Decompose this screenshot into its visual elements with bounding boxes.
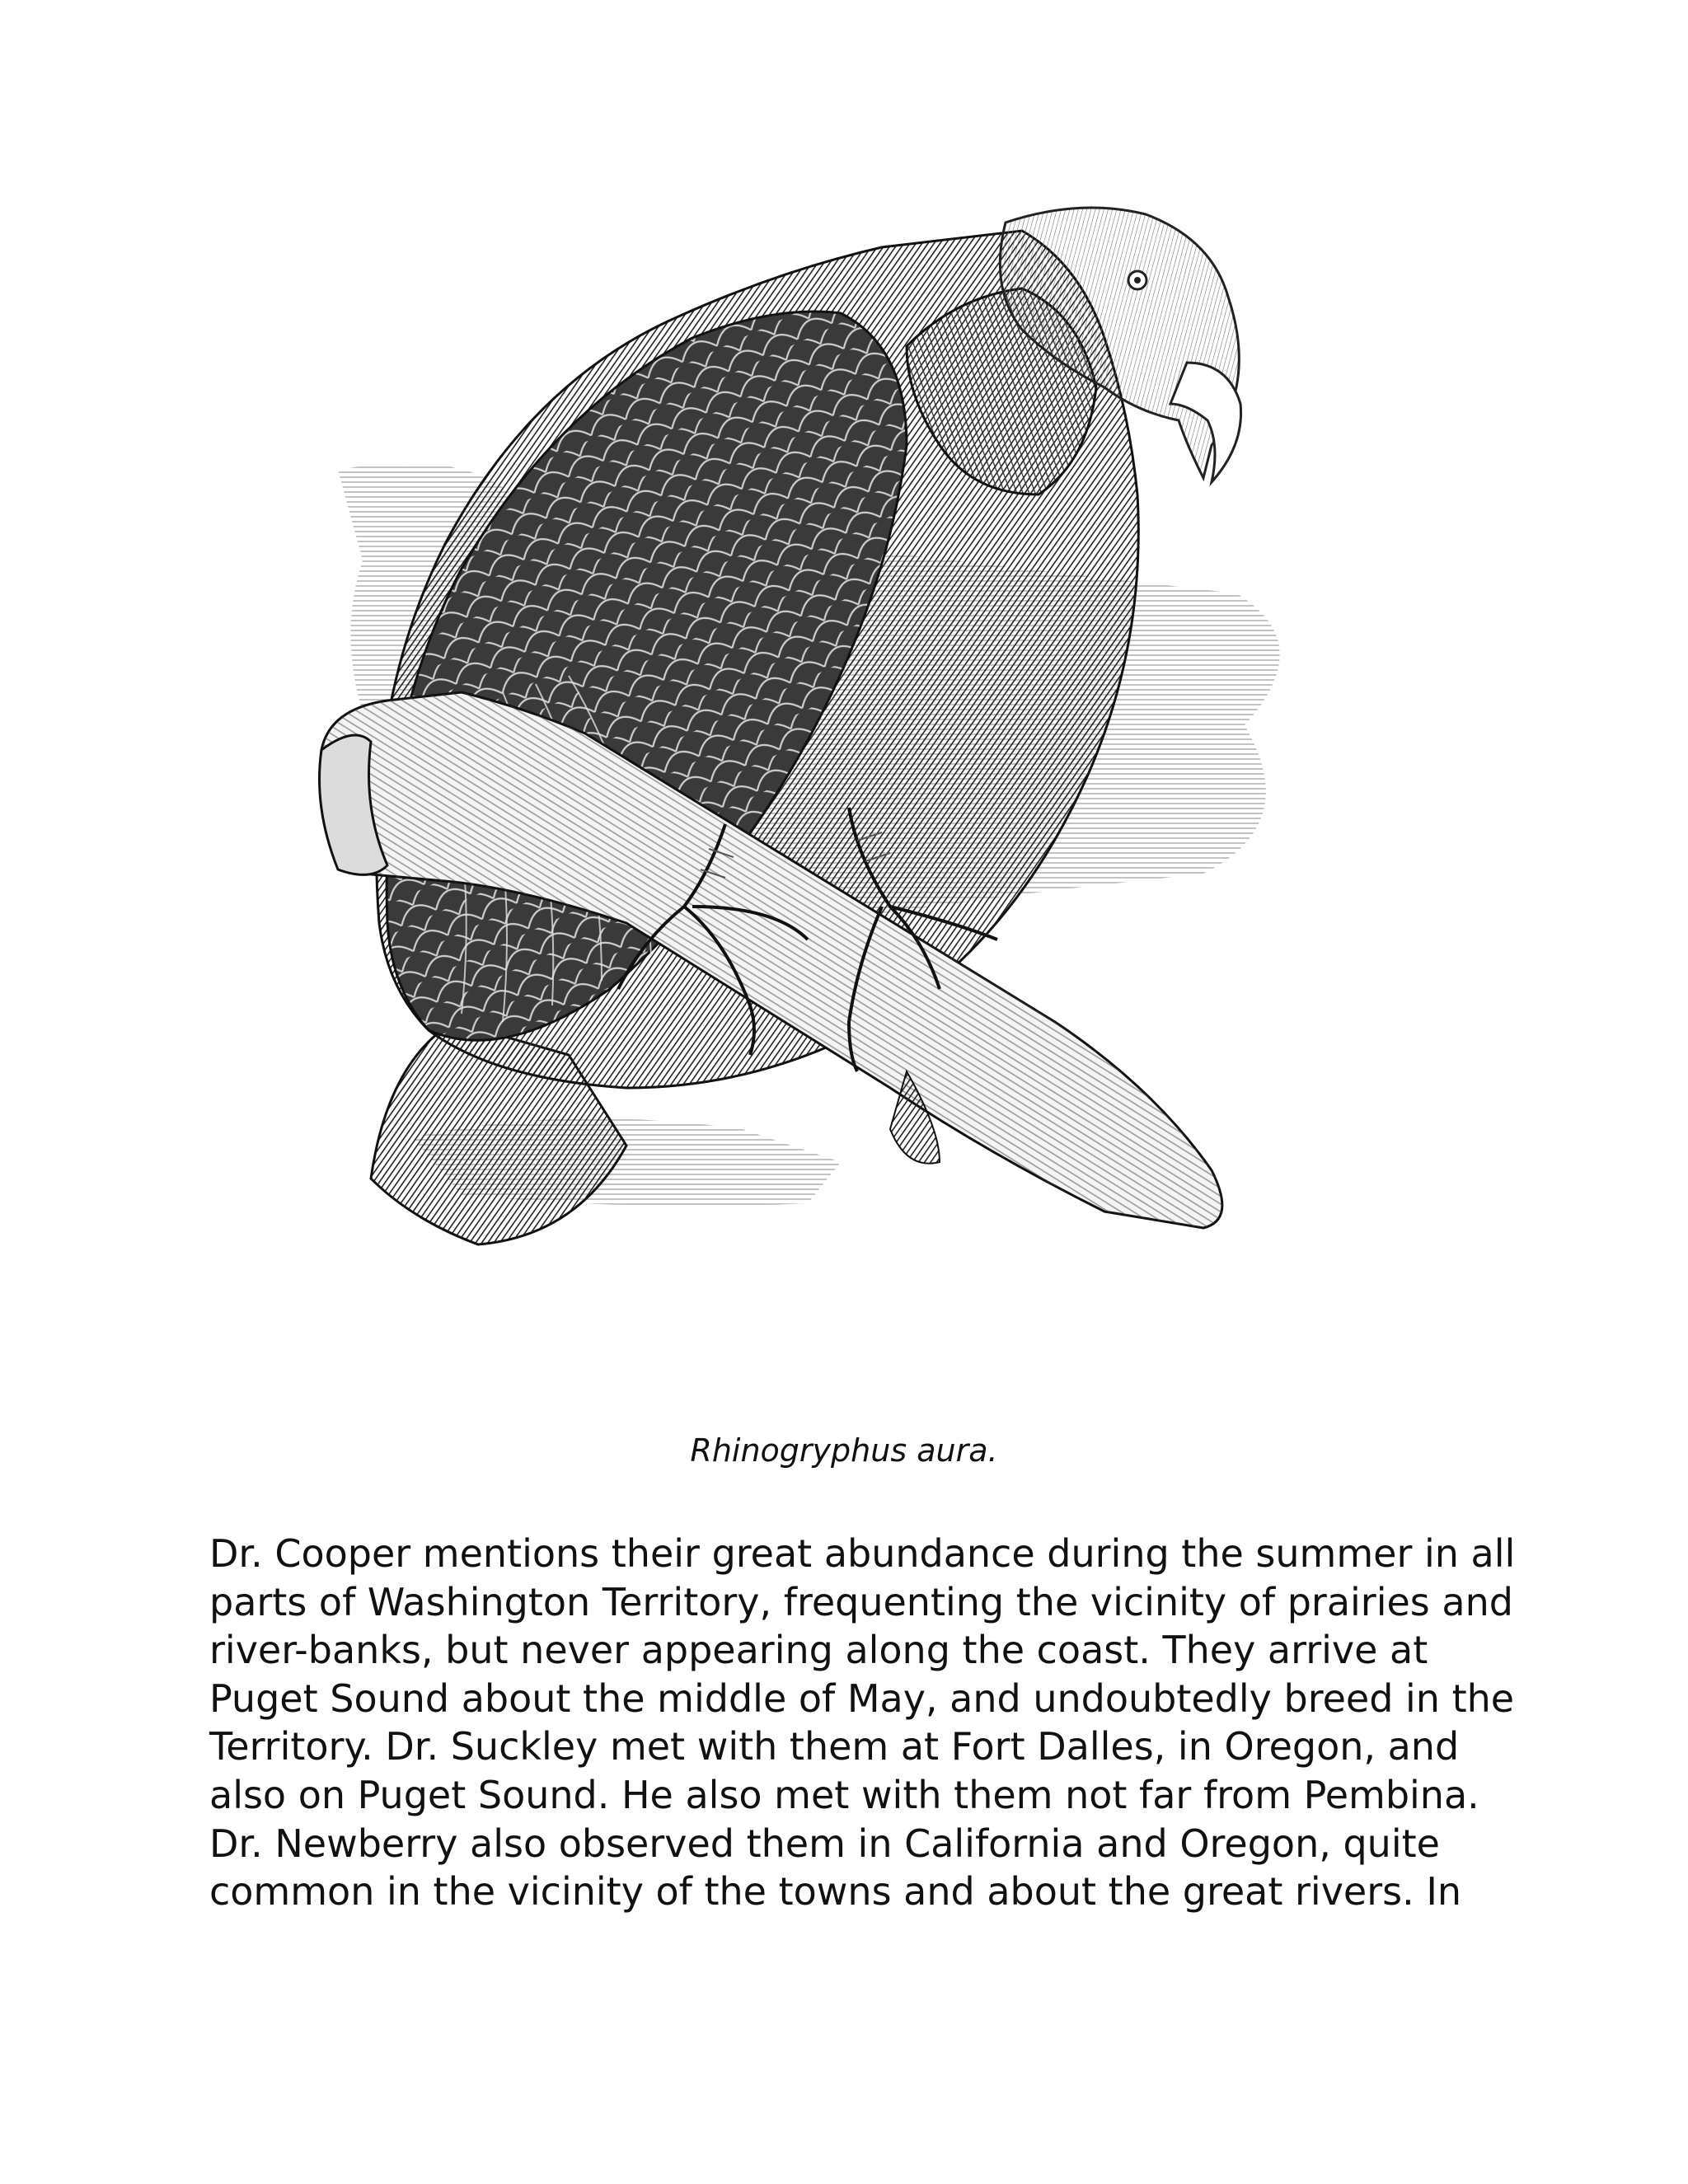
vulture-engraving-illustration: [313, 198, 1385, 1434]
paragraph-line: Dr. Cooper mentions their great abundance during the summer in all: [209, 1531, 1516, 1576]
paragraph-line: also on Puget Sound. He also met with them not far from Pembina.: [209, 1772, 1479, 1817]
paragraph-line: Puget Sound about the middle of May, and undoubtedly breed in the: [209, 1675, 1515, 1721]
paragraph-line: common in the vicinity of the towns and about the great rivers. In: [209, 1869, 1462, 1915]
body-paragraph: [209, 1530, 1516, 1916]
paragraph-line: Territory. Dr. Suckley met with them at Fort Dalles, in Oregon, and: [209, 1724, 1460, 1769]
paragraph-line: Dr. Newberry also observed them in California and Oregon, quite: [209, 1821, 1440, 1866]
illustration-caption: Rhinogryphus aura.: [690, 1432, 998, 1469]
paragraph-line: river-banks, but never appearing along the coast. They arrive at: [209, 1628, 1428, 1673]
paragraph-line: parts of Washington Territory, frequenting the vicinity of prairies and: [209, 1579, 1513, 1624]
